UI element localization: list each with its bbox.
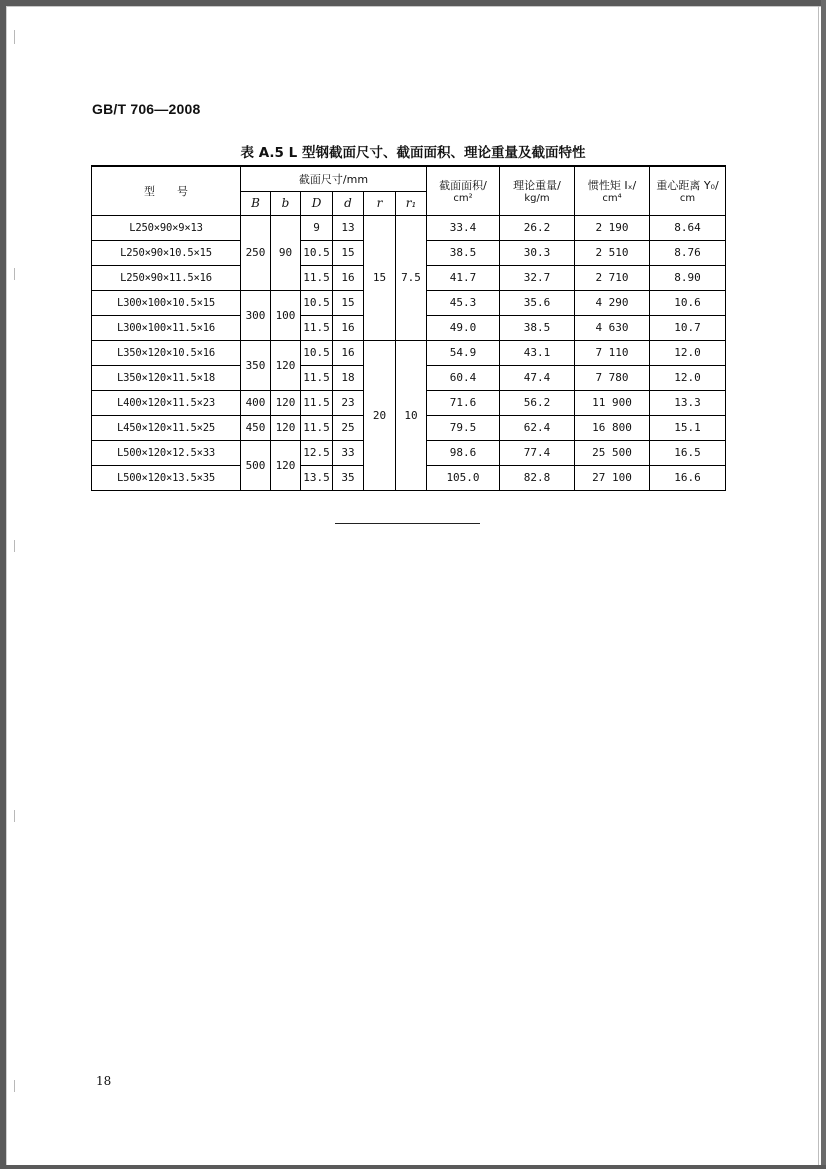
binding-mark (14, 1080, 15, 1092)
cell-weight: 43.1 (500, 340, 575, 365)
cell-model: L300×100×10.5×15 (92, 290, 241, 315)
cell-centroid: 10.7 (650, 315, 726, 340)
cell-d: 16 (333, 315, 364, 340)
table-row (92, 340, 726, 365)
cell-weight: 38.5 (500, 315, 575, 340)
cell-B: 250 (241, 215, 271, 290)
cell-weight: 62.4 (500, 415, 575, 440)
cell-area: 79.5 (427, 415, 500, 440)
cell-d: 35 (333, 465, 364, 490)
header-section-size: 截面尺寸/mm (241, 166, 427, 191)
cell-centroid: 16.6 (650, 465, 726, 490)
cell-centroid: 12.0 (650, 340, 726, 365)
cell-D: 9 (301, 215, 333, 240)
header-B: B (241, 191, 271, 215)
cell-model: L450×120×11.5×25 (92, 415, 241, 440)
cell-b: 120 (271, 440, 301, 490)
header-centroid-label: 重心距离 Y₀/ (656, 179, 719, 193)
header-r: r (364, 191, 396, 215)
table-row (92, 215, 726, 240)
cell-model: L350×120×11.5×18 (92, 365, 241, 390)
cell-inertia: 7 110 (575, 340, 650, 365)
scan-edge-line (6, 6, 7, 1165)
cell-model: L250×90×11.5×16 (92, 265, 241, 290)
cell-D: 10.5 (301, 240, 333, 265)
header-model: 型 号 (92, 166, 241, 215)
header-inertia (575, 166, 650, 215)
scan-edge-line (818, 6, 819, 1165)
cell-area: 60.4 (427, 365, 500, 390)
header-centroid (650, 166, 726, 215)
cell-B: 400 (241, 390, 271, 415)
cell-B: 300 (241, 290, 271, 340)
cell-D: 10.5 (301, 340, 333, 365)
cell-area: 105.0 (427, 465, 500, 490)
table-title: 表 A.5 L 型钢截面尺寸、截面面积、理论重量及截面特性 (240, 145, 586, 161)
cell-b: 100 (271, 290, 301, 340)
cell-area: 41.7 (427, 265, 500, 290)
header-b: b (271, 191, 301, 215)
cell-d: 23 (333, 390, 364, 415)
cell-d: 33 (333, 440, 364, 465)
cell-d: 13 (333, 215, 364, 240)
cell-r1: 10 (396, 340, 427, 490)
cell-B: 350 (241, 340, 271, 390)
header-area-unit: cm² (453, 193, 473, 205)
cell-b: 120 (271, 340, 301, 390)
cell-b: 120 (271, 390, 301, 415)
cell-weight: 56.2 (500, 390, 575, 415)
cell-d: 25 (333, 415, 364, 440)
binding-mark (14, 810, 15, 822)
cell-weight: 26.2 (500, 215, 575, 240)
cell-D: 11.5 (301, 315, 333, 340)
scan-edge-line (6, 6, 821, 7)
cell-area: 54.9 (427, 340, 500, 365)
cell-D: 12.5 (301, 440, 333, 465)
cell-centroid: 8.64 (650, 215, 726, 240)
cell-centroid: 10.6 (650, 290, 726, 315)
cell-centroid: 8.90 (650, 265, 726, 290)
cell-centroid: 8.76 (650, 240, 726, 265)
cell-weight: 47.4 (500, 365, 575, 390)
cell-model: L300×100×11.5×16 (92, 315, 241, 340)
binding-mark (14, 540, 15, 552)
cell-area: 38.5 (427, 240, 500, 265)
cell-B: 450 (241, 415, 271, 440)
cell-D: 11.5 (301, 365, 333, 390)
cell-centroid: 15.1 (650, 415, 726, 440)
cell-area: 71.6 (427, 390, 500, 415)
cell-b: 90 (271, 215, 301, 290)
cell-D: 11.5 (301, 390, 333, 415)
cell-d: 15 (333, 290, 364, 315)
cell-D: 11.5 (301, 415, 333, 440)
cell-inertia: 11 900 (575, 390, 650, 415)
cell-weight: 30.3 (500, 240, 575, 265)
cell-d: 18 (333, 365, 364, 390)
cell-D: 11.5 (301, 265, 333, 290)
cell-area: 33.4 (427, 215, 500, 240)
cell-d: 16 (333, 265, 364, 290)
cell-inertia: 27 100 (575, 465, 650, 490)
header-area-label: 截面面积/ (439, 179, 487, 193)
cell-area: 98.6 (427, 440, 500, 465)
cell-inertia: 4 290 (575, 290, 650, 315)
cell-area: 49.0 (427, 315, 500, 340)
document-code: GB/T 706—2008 (92, 101, 201, 117)
end-of-table-rule (335, 523, 480, 524)
table-header-row (92, 166, 726, 191)
cell-D: 13.5 (301, 465, 333, 490)
cell-inertia: 4 630 (575, 315, 650, 340)
header-area (427, 166, 500, 215)
cell-inertia: 2 510 (575, 240, 650, 265)
cell-d: 15 (333, 240, 364, 265)
cell-D: 10.5 (301, 290, 333, 315)
cell-model: L400×120×11.5×23 (92, 390, 241, 415)
cell-model: L250×90×9×13 (92, 215, 241, 240)
cell-weight: 82.8 (500, 465, 575, 490)
cell-weight: 77.4 (500, 440, 575, 465)
header-centroid-unit: cm (679, 193, 696, 205)
cell-d: 16 (333, 340, 364, 365)
section-properties-table (91, 165, 726, 491)
header-weight-label: 理论重量/ (513, 179, 561, 193)
cell-model: L500×120×13.5×35 (92, 465, 241, 490)
cell-area: 45.3 (427, 290, 500, 315)
header-inertia-label: 惯性矩 Iₓ/ (587, 179, 637, 193)
scan-frame-right (821, 0, 826, 1169)
header-weight (500, 166, 575, 215)
cell-model: L500×120×12.5×33 (92, 440, 241, 465)
header-d: d (333, 191, 364, 215)
cell-weight: 32.7 (500, 265, 575, 290)
cell-inertia: 7 780 (575, 365, 650, 390)
cell-centroid: 16.5 (650, 440, 726, 465)
binding-mark (14, 30, 15, 44)
page-number: 18 (96, 1074, 112, 1088)
binding-mark (14, 268, 15, 280)
cell-centroid: 12.0 (650, 365, 726, 390)
cell-inertia: 2 710 (575, 265, 650, 290)
cell-model: L350×120×10.5×16 (92, 340, 241, 365)
header-r1: r₁ (396, 191, 427, 215)
header-weight-unit: kg/m (524, 193, 550, 205)
cell-r: 20 (364, 340, 396, 490)
cell-inertia: 16 800 (575, 415, 650, 440)
cell-B: 500 (241, 440, 271, 490)
cell-inertia: 2 190 (575, 215, 650, 240)
cell-b: 120 (271, 415, 301, 440)
scan-frame-bottom (0, 1165, 826, 1169)
header-D: D (301, 191, 333, 215)
header-inertia-unit: cm⁴ (602, 193, 622, 205)
cell-r: 15 (364, 215, 396, 340)
cell-centroid: 13.3 (650, 390, 726, 415)
cell-model: L250×90×10.5×15 (92, 240, 241, 265)
cell-r1: 7.5 (396, 215, 427, 340)
cell-inertia: 25 500 (575, 440, 650, 465)
cell-weight: 35.6 (500, 290, 575, 315)
